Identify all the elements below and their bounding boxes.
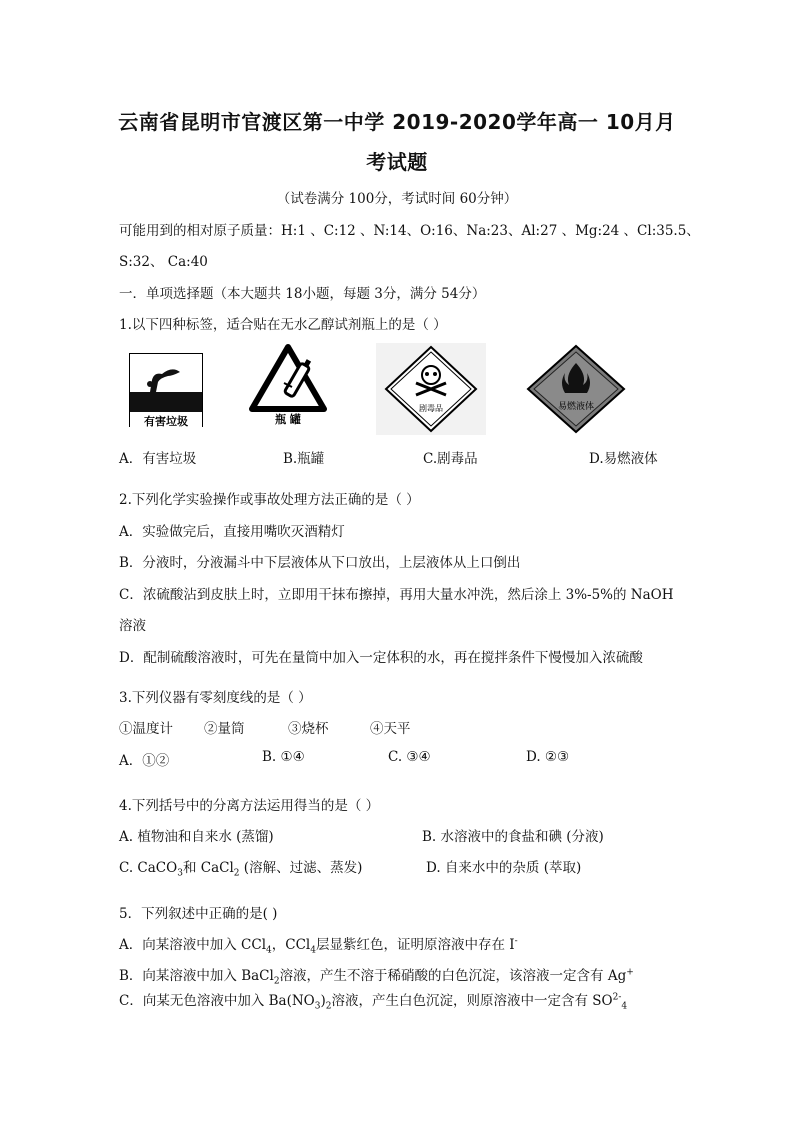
flammable-liquid-label-text: 易燃液体 xyxy=(557,402,595,412)
q4-option-b: B. 水溶液中的食盐和碘 (分液) xyxy=(422,829,604,845)
exam-info: （试卷满分 100分，考试时间 60分钟） xyxy=(276,191,518,207)
hazardous-waste-label-text: 有害垃圾 xyxy=(144,415,188,428)
q3-item-3: ③烧杯 xyxy=(288,721,329,737)
exam-title-line2: 考试题 xyxy=(366,150,428,174)
exam-title-line1: 云南省昆明市官渡区第一中学 2019-2020学年高一 10月月 xyxy=(118,110,676,134)
q4-option-a: A. 植物油和自来水 (蒸馏) xyxy=(119,829,274,845)
q2-option-c-line1: C．浓硫酸沾到皮肤上时，立即用干抹布擦掉，再用大量水冲洗，然后涂上 3%-5%的 NaOH xyxy=(119,587,674,603)
toxic-label-icon xyxy=(376,343,486,435)
q4-option-c: C. CaCO$_3$和 CaCl$_2$ (溶解、过滤、蒸发) xyxy=(119,860,363,879)
q1-option-a: A．有害垃圾 xyxy=(119,451,197,467)
q3-option-a: A．①② xyxy=(119,753,170,769)
toxic-label-text: 剧毒品 xyxy=(419,404,443,413)
q3-option-d: D. ②③ xyxy=(526,749,570,765)
q3-stem: 3.下列仪器有零刻度线的是（ ） xyxy=(119,690,312,706)
recyclable-bottle-label-text: 瓶 罐 xyxy=(275,413,301,426)
q2-stem: 2.下列化学实验操作或事故处理方法正确的是（ ） xyxy=(119,492,420,508)
q3-item-1: ①温度计 xyxy=(119,721,173,737)
q3-item-4: ④天平 xyxy=(370,721,411,737)
section-heading: 一．单项选择题（本大题共 18小题，每题 3分，满分 54分） xyxy=(119,286,486,302)
q2-option-c-line2: 溶液 xyxy=(119,618,146,634)
q4-stem: 4.下列括号中的分离方法运用得当的是（ ） xyxy=(119,798,380,814)
q5-stem: 5．下列叙述中正确的是( ) xyxy=(119,906,278,922)
q4-option-d: D. 自来水中的杂质 (萃取) xyxy=(426,860,582,876)
q3-option-c: C. ③④ xyxy=(388,749,431,765)
q2-option-d: D．配制硫酸溶液时，可先在量筒中加入一定体积的水，再在搅拌条件下慢慢加入浓硫酸 xyxy=(119,650,643,666)
q1-option-d: D.易燃液体 xyxy=(589,451,658,467)
q3-option-b: B. ①④ xyxy=(262,749,305,765)
q3-item-2: ②量筒 xyxy=(204,721,245,737)
q1-option-c: C.剧毒品 xyxy=(423,451,478,467)
flammable-liquid-label-icon xyxy=(523,343,629,435)
q2-option-b: B．分液时，分液漏斗中下层液体从下口放出，上层液体从上口倒出 xyxy=(119,555,521,571)
atomic-mass-line1: 可能用到的相对原子质量：H:1 、C:12 、N:14、O:16、Na:23、Al:27 、Mg:24 、Cl:35.5、 xyxy=(119,223,700,239)
recyclable-bottle-label-icon xyxy=(248,343,328,429)
atomic-mass-line2: S:32、 Ca:40 xyxy=(119,254,208,270)
q1-stem: 1.以下四种标签，适合贴在无水乙醇试剂瓶上的是（ ） xyxy=(119,317,447,333)
q1-option-b: B.瓶罐 xyxy=(283,451,325,467)
hazardous-waste-label-icon xyxy=(128,352,204,430)
q5-option-c: C．向某无色溶液中加入 $Ba(NO_3)_2$溶液，产生白色沉淀，则原溶液中一定含有 $SO^{2-}_4$ xyxy=(119,992,628,1012)
q5-option-a: A．向某溶液中加入 CCl$_4$，CCl$_4$层显紫红色，证明原溶液中存在 I- xyxy=(119,936,518,956)
q5-option-b: B．向某溶液中加入 BaCl$_2$溶液，产生不溶于稀硝酸的白色沉淀，该溶液一定含有 Ag+ xyxy=(119,967,634,987)
q2-option-a: A．实验做完后，直接用嘴吹灭酒精灯 xyxy=(119,524,345,540)
